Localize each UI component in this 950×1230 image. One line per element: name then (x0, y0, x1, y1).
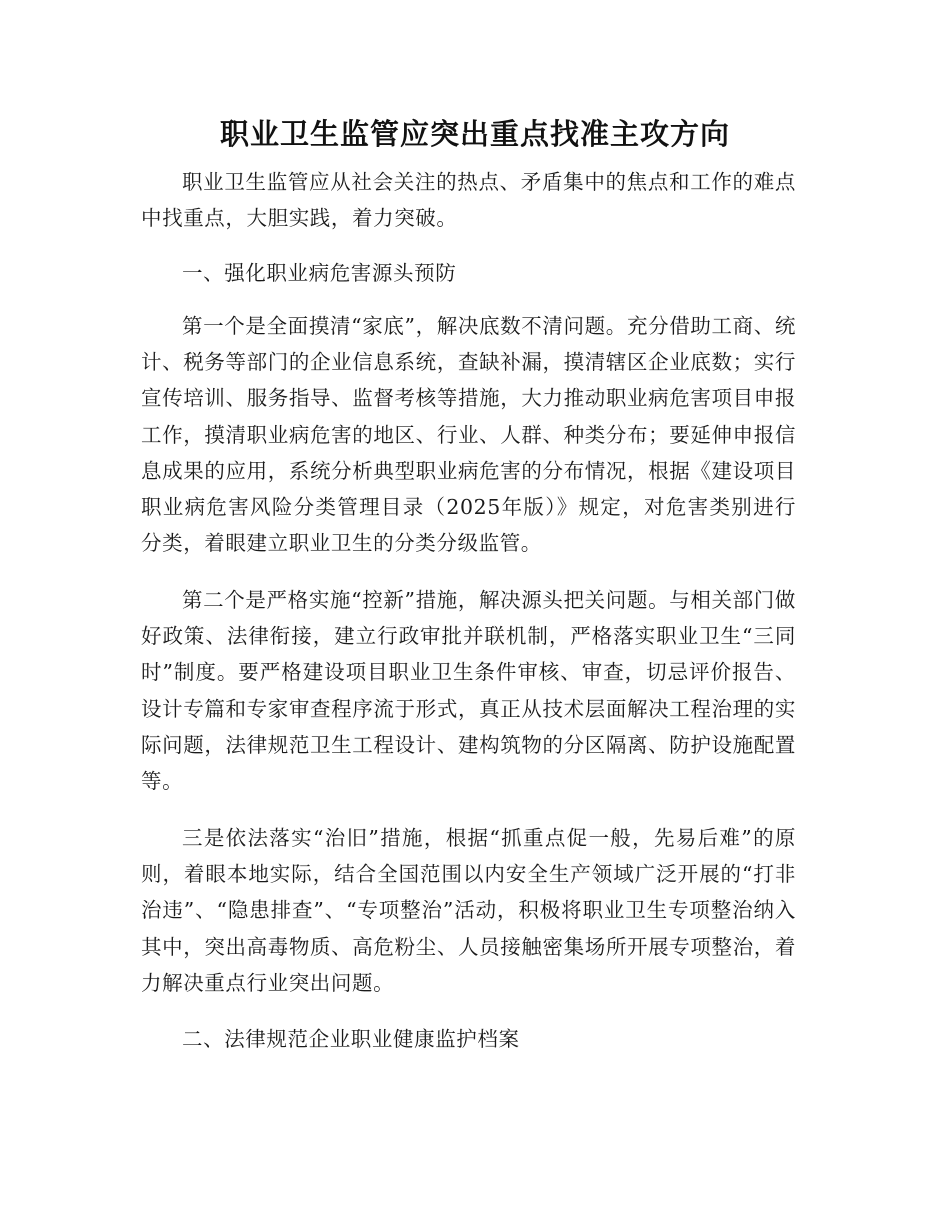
section-heading-1: 一、强化职业病危害源头预防 (182, 261, 457, 285)
paragraph-item-3: 三是依法落实“治旧”措施，根据“抓重点促一般，先易后难”的原则，着眼本地实际，结合全国范围以内安全生产领域广泛开展的“打非治违”、“隐患排查”、“专项整治”活动，积极将职业卫生专项整治纳入其中，突出高毒物质、高危粉尘、人员接触密集场所开展专项整治，着力解决重点行业突出问题。 (141, 826, 796, 995)
document-title: 职业卫生监管应突出重点找准主攻方向 (219, 117, 730, 151)
section-heading-2: 二、法律规范企业职业健康监护档案 (182, 1027, 520, 1051)
intro-paragraph: 职业卫生监管应从社会关注的热点、矛盾集中的焦点和工作的难点中找重点，大胆实践，着力突破。 (141, 170, 796, 231)
paragraph-item-1: 第一个是全面摸清“家底”，解决底数不清问题。充分借助工商、统计、税务等部门的企业信息系统，查缺补漏，摸清辖区企业底数；实行宣传培训、服务指导、监督考核等措施，大力推动职业病危害项目申报工作，摸清职业病危害的地区、行业、人群、种类分布；要延伸申报信息成果的应用，系统分析典型职业病危害的分布情况，根据《建设项目职业病危害风险分类管理目录（2025年版）》规定，对危害类别进行分类，着眼建立职业卫生的分类分级监管。 (141, 314, 796, 556)
paragraph-item-2: 第二个是严格实施“控新”措施，解决源头把关问题。与相关部门做好政策、法律衔接，建立行政审批并联机制，严格落实职业卫生“三同时”制度。要严格建设项目职业卫生条件审核、审查，切忌评价报告、设计专篇和专家审查程序流于形式，真正从技术层面解决工程治理的实际问题，法律规范卫生工程设计、建构筑物的分区隔离、防护设施配置等。 (141, 588, 796, 794)
